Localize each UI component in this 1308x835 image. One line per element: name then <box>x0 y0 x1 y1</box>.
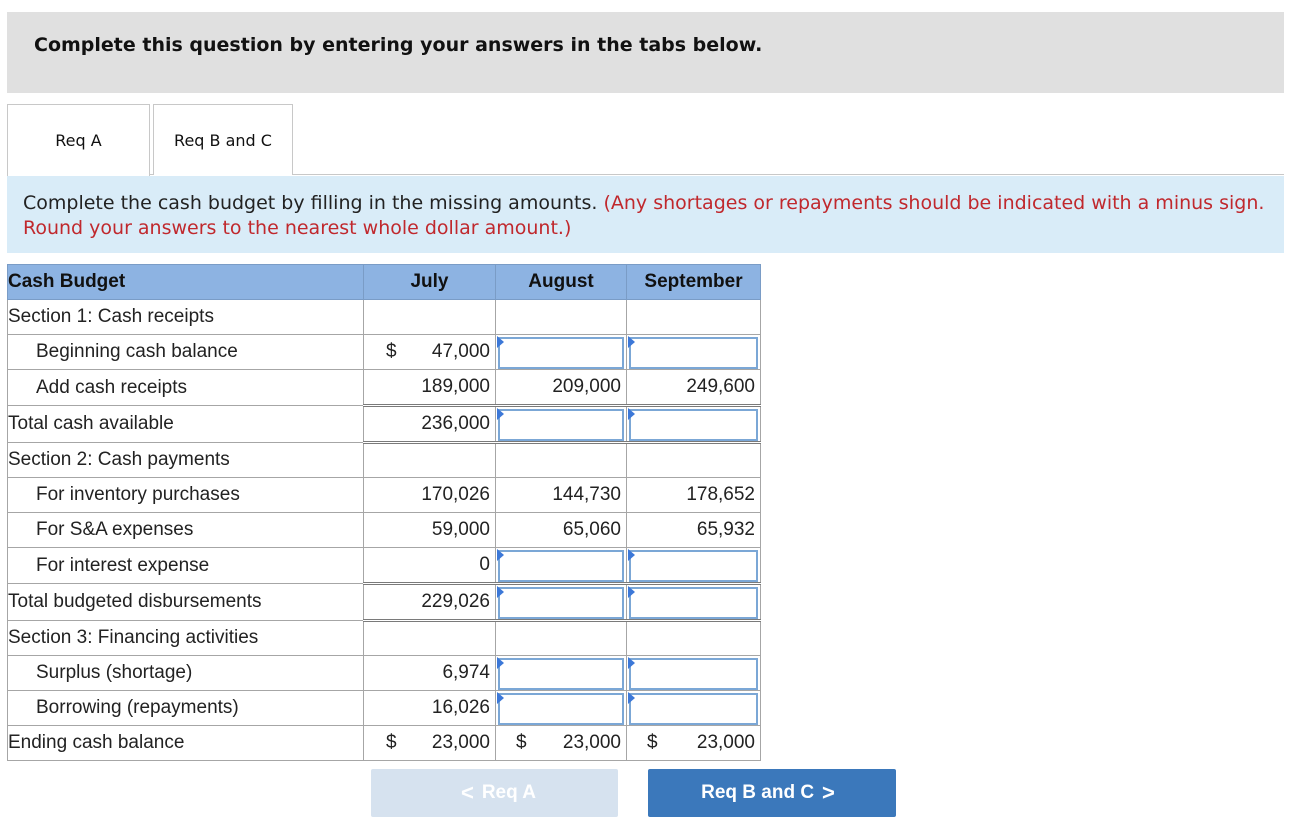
value-august: 23,000 <box>562 732 621 753</box>
value-september: 249,600 <box>686 376 755 397</box>
borrowing-august-input[interactable] <box>498 693 624 725</box>
banner-text: Complete this question by entering your answers in the tabs below. <box>34 34 763 56</box>
header-august: August <box>496 265 627 300</box>
row-label: For interest expense <box>8 548 364 584</box>
table-row <box>8 370 761 406</box>
value-august: 144,730 <box>552 484 621 505</box>
instructions-note: (Any shortages or repayments should be indicated with a minus sign. Round your answers to the nearest whole dollar amount.) <box>23 192 1265 239</box>
value-july: 170,026 <box>421 484 490 505</box>
total-disbursements-september-input[interactable] <box>629 587 758 619</box>
table-row <box>8 656 761 691</box>
row-label: Add cash receipts <box>8 370 364 406</box>
prev-button-label: Req A <box>481 782 537 803</box>
value-july: 0 <box>479 554 490 575</box>
table-row <box>8 726 761 761</box>
table-row <box>8 513 761 548</box>
prev-req-a-button[interactable] <box>371 769 618 817</box>
row-label: For inventory purchases <box>8 478 364 513</box>
header-september: September <box>627 265 761 300</box>
table-row <box>8 691 761 726</box>
tab-bar <box>7 104 1284 175</box>
borrowing-september-input[interactable] <box>629 693 758 725</box>
tab-req-a[interactable]: Req A <box>7 104 150 176</box>
interest-august-input[interactable] <box>498 550 624 582</box>
chevron-left-icon: < <box>460 780 474 805</box>
next-button-label: Req B and C <box>701 782 815 803</box>
header-cash-budget: Cash Budget <box>8 265 364 300</box>
value-september: 23,000 <box>696 732 755 753</box>
header-july: July <box>364 265 496 300</box>
surplus-august-input[interactable] <box>498 658 624 690</box>
row-label: Section 3: Financing activities <box>8 621 364 656</box>
table-row <box>8 548 761 584</box>
currency-symbol: $ <box>647 732 658 753</box>
currency-symbol: $ <box>386 732 397 753</box>
total-disbursements-august-input[interactable] <box>498 587 624 619</box>
table-row <box>8 406 761 443</box>
value-july: 16,026 <box>431 697 490 718</box>
value-july: 229,026 <box>421 591 490 612</box>
total-available-august-input[interactable] <box>498 409 624 441</box>
beginning-cash-august-input[interactable] <box>498 337 624 369</box>
value-september: 178,652 <box>686 484 755 505</box>
row-label: Total budgeted disbursements <box>8 584 364 621</box>
row-label: Ending cash balance <box>8 726 364 761</box>
row-label: Section 2: Cash payments <box>8 443 364 478</box>
row-label: Total cash available <box>8 406 364 443</box>
value-july: 47,000 <box>431 341 490 362</box>
table-row <box>8 300 761 335</box>
row-label: Surplus (shortage) <box>8 656 364 691</box>
value-august: 209,000 <box>552 376 621 397</box>
value-july: 236,000 <box>421 413 490 434</box>
row-label: Section 1: Cash receipts <box>8 300 364 335</box>
value-september: 65,932 <box>696 519 755 540</box>
instructions-panel <box>7 176 1284 253</box>
table-row <box>8 621 761 656</box>
value-july: 23,000 <box>431 732 490 753</box>
table-row <box>8 478 761 513</box>
currency-symbol: $ <box>386 341 397 362</box>
tab-req-b-and-c[interactable]: Req B and C <box>153 104 293 175</box>
table-row <box>8 443 761 478</box>
question-banner <box>7 12 1284 93</box>
next-req-b-and-c-button[interactable] <box>648 769 896 817</box>
table-row <box>8 335 761 370</box>
value-august: 65,060 <box>562 519 621 540</box>
row-label: Borrowing (repayments) <box>8 691 364 726</box>
cash-budget-table <box>7 264 761 761</box>
surplus-september-input[interactable] <box>629 658 758 690</box>
value-july: 189,000 <box>421 376 490 397</box>
row-label: For S&A expenses <box>8 513 364 548</box>
interest-september-input[interactable] <box>629 550 758 582</box>
table-row <box>8 584 761 621</box>
total-available-september-input[interactable] <box>629 409 758 441</box>
value-july: 6,974 <box>442 662 490 683</box>
beginning-cash-september-input[interactable] <box>629 337 758 369</box>
chevron-right-icon: > <box>822 780 835 805</box>
table-header-row <box>8 265 761 300</box>
row-label: Beginning cash balance <box>8 335 364 370</box>
instructions-text: Complete the cash budget by filling in the missing amounts. <box>23 192 598 214</box>
value-july: 59,000 <box>431 519 490 540</box>
currency-symbol: $ <box>516 732 527 753</box>
